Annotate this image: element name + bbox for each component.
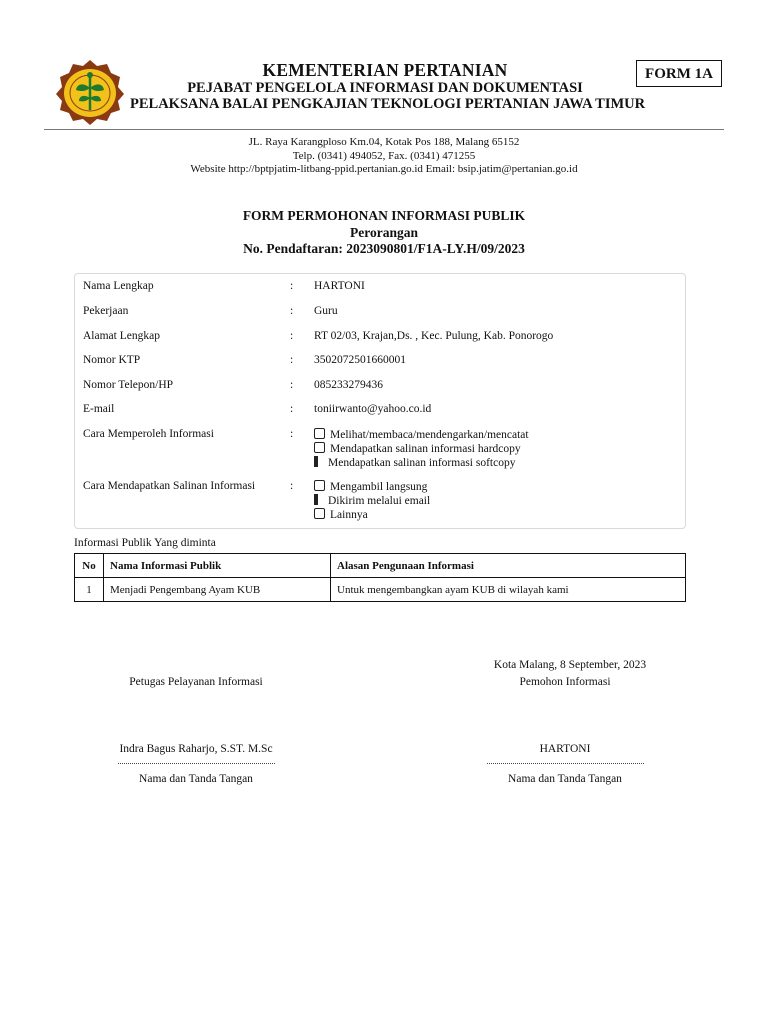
- column-header: Alasan Pengunaan Informasi: [331, 554, 686, 578]
- job-label: Pekerjaan: [83, 305, 129, 317]
- table-cell: Untuk mengembangkan ayam KUB di wilayah kami: [331, 578, 686, 602]
- table-cell: 1: [75, 578, 104, 602]
- colon: :: [290, 354, 294, 366]
- colon: :: [290, 305, 294, 317]
- applicant-role: Pemohon Informasi: [519, 676, 611, 688]
- obtain-option-view[interactable]: [314, 428, 529, 442]
- ktp-label: Nomor KTP: [83, 354, 141, 366]
- request-table: [74, 553, 686, 602]
- checkbox-checked[interactable]: [314, 456, 318, 467]
- applicant-sign-caption: Nama dan Tanda Tangan: [508, 773, 622, 785]
- colon: :: [290, 330, 294, 342]
- registration-number: No. Pendaftaran: 2023090801/F1A-LY.H/09/2023: [243, 241, 525, 256]
- option-label: Mendapatkan salinan informasi hardcopy: [330, 443, 521, 455]
- officer-role: Petugas Pelayanan Informasi: [129, 676, 263, 688]
- phone-line: Telp. (0341) 494052, Fax. (0341) 471255: [292, 150, 476, 162]
- address-line: JL. Raya Karangploso Km.04, Kotak Pos 188, Malang 65152: [248, 136, 520, 148]
- colon: :: [290, 280, 294, 292]
- address-value: RT 02/03, Krajan,Ds. , Kec. Pulung, Kab. Ponorogo: [314, 330, 554, 342]
- ministry-name: KEMENTERIAN PERTANIAN: [262, 60, 508, 80]
- colon: :: [290, 403, 294, 415]
- obtain-option-softcopy[interactable]: [314, 456, 515, 470]
- address-label: Alamat Lengkap: [83, 330, 160, 342]
- job-value: Guru: [314, 305, 338, 317]
- copy-option-other[interactable]: [314, 508, 368, 522]
- table-cell: Menjadi Pengembang Ayam KUB: [104, 578, 331, 602]
- copy-method-label: Cara Mendapatkan Salinan Informasi: [83, 480, 256, 492]
- unit-line-1: PEJABAT PENGELOLA INFORMASI DAN DOKUMENTASI: [187, 80, 583, 96]
- header-divider: [44, 129, 724, 130]
- web-email-line: Website http://bptpjatim-litbang-ppid.pertanian.go.id Email: bsip.jatim@pertanian.go.id: [190, 163, 578, 175]
- option-label: Mendapatkan salinan informasi softcopy: [328, 457, 516, 469]
- form-title: FORM PERMOHONAN INFORMASI PUBLIK: [242, 208, 526, 223]
- officer-sign-caption: Nama dan Tanda Tangan: [139, 773, 253, 785]
- place-date: Kota Malang, 8 September, 2023: [493, 659, 647, 671]
- colon: :: [290, 379, 294, 391]
- name-value: HARTONI: [314, 280, 365, 292]
- form-code-box: FORM 1A: [636, 60, 722, 87]
- signature-line: [487, 763, 644, 764]
- table-header-row: [75, 554, 686, 578]
- signature-line: [118, 763, 275, 764]
- option-label: Melihat/membaca/mendengarkan/mencatat: [330, 429, 529, 441]
- ktp-value: 3502072501660001: [314, 354, 406, 366]
- form-subtitle: Perorangan: [350, 225, 418, 240]
- column-header: Nama Informasi Publik: [104, 554, 331, 578]
- option-label: Lainnya: [330, 509, 368, 521]
- column-header: No: [75, 554, 104, 578]
- email-label: E-mail: [83, 403, 115, 415]
- phone-value: 085233279436: [314, 379, 383, 391]
- checkbox-unchecked[interactable]: [314, 480, 325, 491]
- ministry-logo: [55, 58, 125, 126]
- obtain-method-label: Cara Memperoleh Informasi: [83, 428, 214, 440]
- request-table-caption: Informasi Publik Yang diminta: [74, 537, 216, 549]
- checkbox-unchecked[interactable]: [314, 428, 325, 439]
- email-value: toniirwanto@yahoo.co.id: [314, 403, 432, 415]
- colon: :: [290, 480, 294, 492]
- copy-option-email[interactable]: [314, 494, 430, 508]
- checkbox-unchecked[interactable]: [314, 508, 325, 519]
- checkbox-checked[interactable]: [314, 494, 318, 505]
- obtain-option-hardcopy[interactable]: [314, 442, 521, 456]
- applicant-name: HARTONI: [539, 743, 591, 755]
- checkbox-unchecked[interactable]: [314, 442, 325, 453]
- table-row: [75, 578, 686, 602]
- option-label: Dikirim melalui email: [328, 495, 431, 507]
- phone-label: Nomor Telepon/HP: [83, 379, 174, 391]
- copy-option-pickup[interactable]: [314, 480, 427, 494]
- option-label: Mengambil langsung: [330, 481, 428, 493]
- name-label: Nama Lengkap: [83, 280, 154, 292]
- unit-line-2: PELAKSANA BALAI PENGKAJIAN TEKNOLOGI PERTANIAN JAWA TIMUR: [130, 96, 646, 112]
- colon: :: [290, 428, 294, 440]
- officer-name: Indra Bagus Raharjo, S.ST. M.Sc: [119, 743, 273, 755]
